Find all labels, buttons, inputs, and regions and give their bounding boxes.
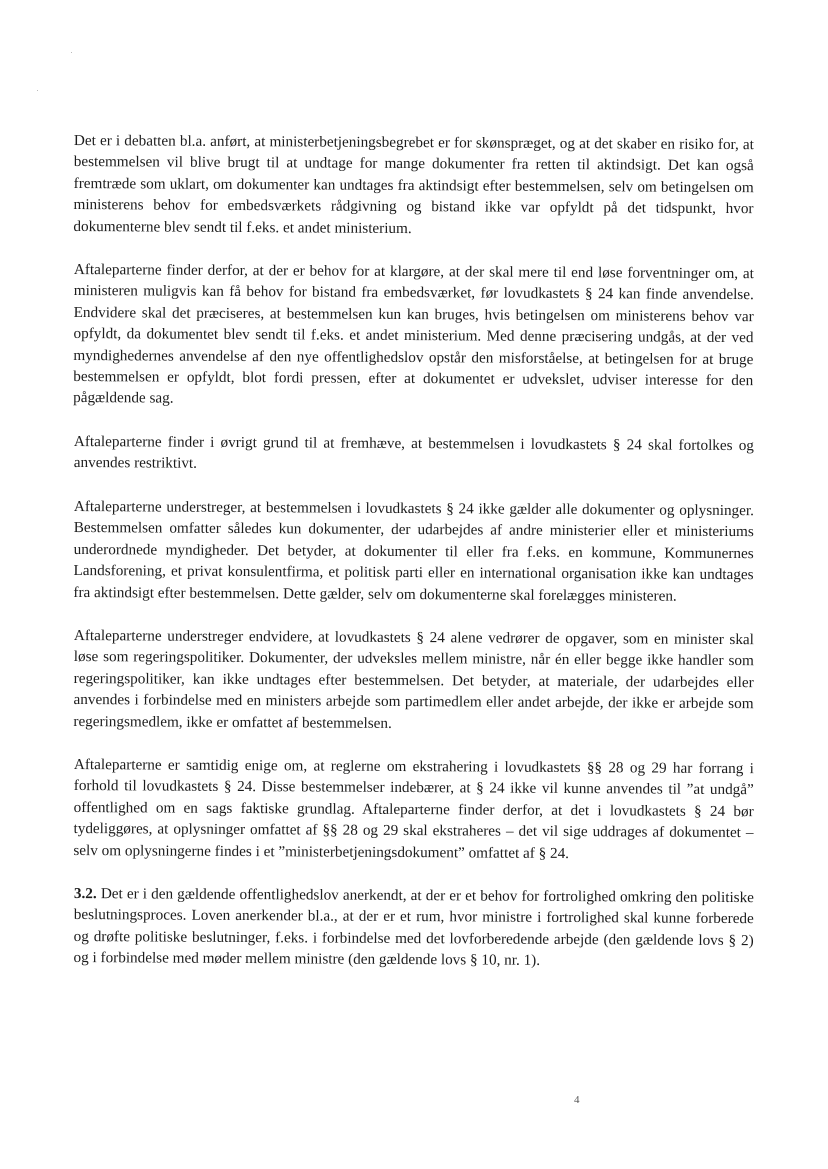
section-text: Det er i den gældende offentlighedslov anerkendt, at der er et behov for fortrolighed omkring den politiske beslutningsproces. Loven anerkender bl.a., at der er et rum, hvor ministre i fortrolighed skal kunne forberede og drøfte politiske beslutninger, f.eks. i forbindelse med det lovforberedende arbejde (den gældende lovs § 2) og i forbindelse med møder mellem ministre (den gældende lovs § 10, nr. 1). [73, 884, 754, 969]
scan-speck [37, 90, 38, 91]
paragraph: Det er i debatten bl.a. anført, at ministerbetjeningsbegrebet er for skønspræget, og at det skaber en risiko for, at bestemmelsen vil blive brugt til at undtage for mange dokumenter fra retten til aktindsigt. Det kan også fremtræde som uklart, om dokumenter kan undtages fra aktindsigt efter bestemmelsen, selv om betingelsen om ministerens behov for embedsværkets rådgivning og bistand ikke var opfyldt på det tidspunkt, hvor dokumenterne blev sendt til f.eks. et andet ministerium. [73, 131, 754, 237]
paragraph: Aftaleparterne finder i øvrigt grund til at fremhæve, at bestemmelsen i lovudkastets § 24 skal fortolkes og anvendes restriktivt. [73, 432, 754, 473]
paragraph: Aftaleparterne understreger endvidere, at lovudkastets § 24 alene vedrører de opgaver, som en minister skal løse som regeringspolitiker. Dokumenter, der udveksles mellem ministre, når én eller begge ikke handler som regeringspolitiker, kan ikke undtages efter bestemmelsen. Det betyder, at materiale, der udarbejdes eller anvendes i forbindelse med en ministers arbejde som partimedlem eller andet arbejde, der ikke er arbejde som regeringsmedlem, ikke er omfattet af bestemmelsen. [73, 626, 754, 732]
paragraph: Aftaleparterne understreger, at bestemmelsen i lovudkastets § 24 ikke gælder alle dokumenter og oplysninger. Bestemmelsen omfatter således kun dokumenter, der udarbejdes af andre ministerier eller et ministeriums underordnede myndigheder. Det betyder, at dokumenter til eller fra f.eks. en kommune, Kommunernes Landsforening, et privat konsulentfirma, et politisk parti eller en international organisation ikke kan undtages fra aktindsigt efter bestemmelsen. Dette gælder, selv om dokumenterne skal forelægges ministeren. [73, 497, 754, 604]
scan-speck [71, 52, 72, 53]
section-paragraph [73, 883, 754, 973]
document-body [74, 130, 754, 990]
section-number: 3.2. [73, 884, 97, 902]
paragraph: Aftaleparterne er samtidig enige om, at reglerne om ekstrahering i lovudkastets §§ 28 og 29 har forrang i forhold til lovudkastets § 24. Disse bestemmelser indebærer, at § 24 ikke vil kunne anvendes til ”at undgå” offentlighed om en sags faktiske grundlag. Aftaleparterne finder derfor, at det i lovudkastets § 24 bør tydeliggøres, at oplysninger omfattet af §§ 28 og 29 skal ekstraheres – det vil sige uddrages af dokumentet – selv om oplysningerne findes i et ”ministerbetjeningsdokument” omfattet af § 24. [73, 755, 754, 862]
paragraph: Aftaleparterne finder derfor, at der er behov for at klargøre, at der skal mere til end løse forventninger om, at ministeren muligvis kan få behov for bistand fra embedsværket, før lovudkastets § 24 kan finde anvendelse. Endvidere skal det præciseres, at bestemmelsen kun kan bruges, hvis betingelsen om ministerens behov var opfyldt, da dokumentet blev sendt til f.eks. et andet ministerium. Med denne præcisering undgås, at der ved myndighedernes anvendelse af den nye offentlighedslov opstår den misforståelse, at betingelsen for at bruge bestemmelsen er opfyldt, blot fordi pressen, efter at dokumentet er udvekslet, udviser interesse for den pågældende sag. [73, 261, 754, 408]
page-number: 4 [574, 1094, 580, 1106]
